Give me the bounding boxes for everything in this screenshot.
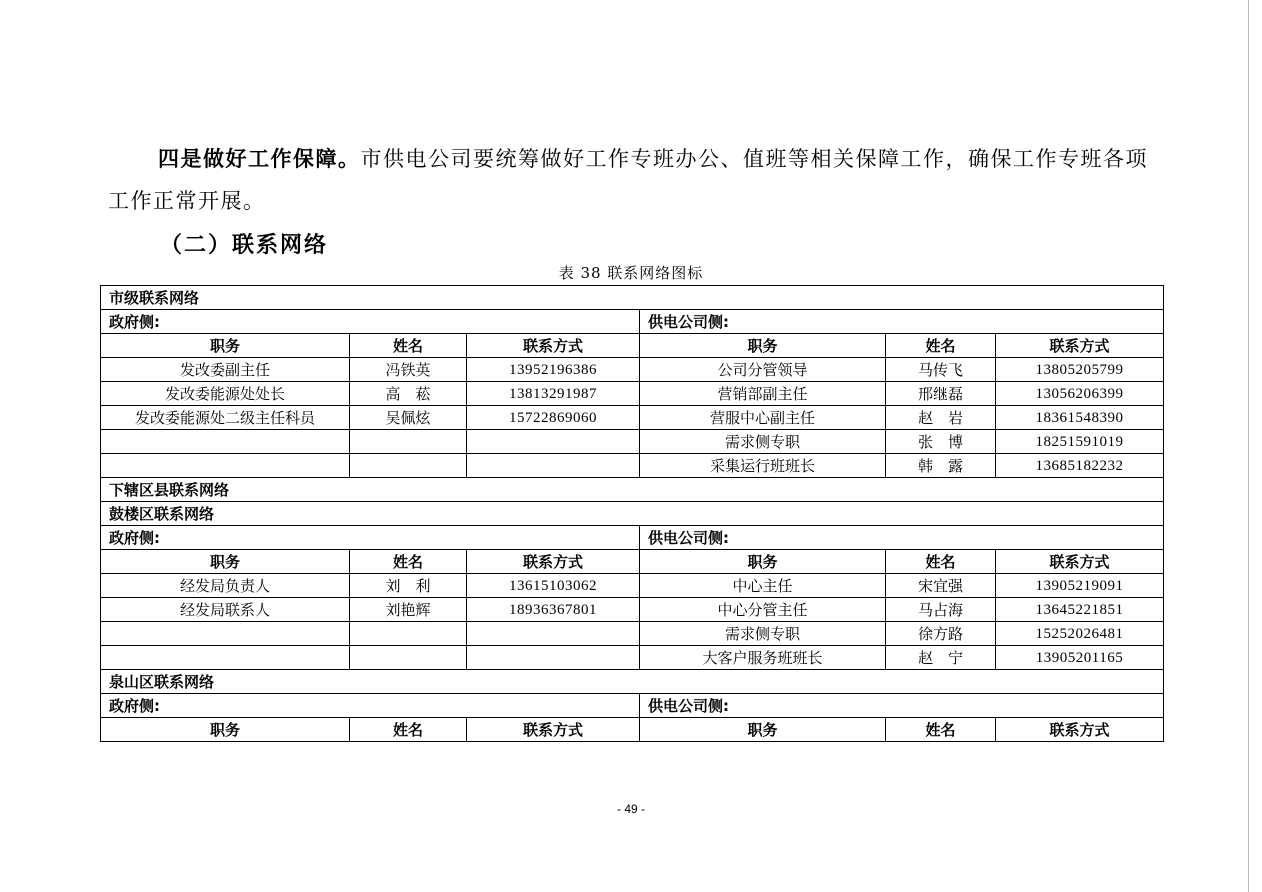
city-side-row xyxy=(101,310,1164,334)
pwr-phone-header: 联系方式 xyxy=(996,334,1164,358)
gov-title-header: 职务 xyxy=(101,550,350,574)
pwr-title-cell: 中心分管主任 xyxy=(640,598,886,622)
table-body xyxy=(101,286,1164,742)
gov-side-label: 政府侧: xyxy=(101,694,640,718)
table-row xyxy=(101,622,1164,646)
quanshan-header-row xyxy=(101,718,1164,742)
pwr-phone-cell: 18361548390 xyxy=(996,406,1164,430)
pwr-title-cell: 中心主任 xyxy=(640,574,886,598)
gov-phone-header: 联系方式 xyxy=(467,550,640,574)
gov-phone-cell: 13615103062 xyxy=(467,574,640,598)
gulou-section xyxy=(101,502,1164,526)
table-row xyxy=(101,574,1164,598)
page-number: - 49 - xyxy=(616,802,645,816)
county-section-label: 下辖区县联系网络 xyxy=(101,478,1164,502)
pwr-title-header: 职务 xyxy=(640,718,886,742)
section-heading: （二）联系网络 xyxy=(160,233,329,258)
gov-title-cell xyxy=(101,646,350,670)
pwr-name-cell: 赵 岩 xyxy=(886,406,996,430)
gov-name-header: 姓名 xyxy=(350,550,467,574)
pwr-name-cell: 张 博 xyxy=(886,430,996,454)
pwr-title-cell: 需求侧专职 xyxy=(640,622,886,646)
pwr-name-cell: 邢继磊 xyxy=(886,382,996,406)
pwr-title-header: 职务 xyxy=(640,550,886,574)
gov-side-label: 政府侧: xyxy=(101,310,640,334)
gov-title-cell xyxy=(101,622,350,646)
pwr-name-header: 姓名 xyxy=(886,550,996,574)
table-row xyxy=(101,406,1164,430)
table-row xyxy=(101,646,1164,670)
table-row xyxy=(101,382,1164,406)
gov-name-cell xyxy=(350,646,467,670)
pwr-phone-header: 联系方式 xyxy=(996,718,1164,742)
pwr-name-header: 姓名 xyxy=(886,334,996,358)
power-side-label: 供电公司侧: xyxy=(640,526,1164,550)
pwr-title-cell: 营服中心副主任 xyxy=(640,406,886,430)
gov-phone-cell xyxy=(467,646,640,670)
gov-title-cell: 经发局负责人 xyxy=(101,574,350,598)
city-section xyxy=(101,286,1164,310)
pwr-name-cell: 马占海 xyxy=(886,598,996,622)
pwr-phone-header: 联系方式 xyxy=(996,550,1164,574)
pwr-name-cell: 赵 宁 xyxy=(886,646,996,670)
pwr-name-cell: 徐方路 xyxy=(886,622,996,646)
gov-title-cell: 发改委副主任 xyxy=(101,358,350,382)
paragraph-lead-bold: 四是做好工作保障。 xyxy=(158,147,361,171)
power-side-label: 供电公司侧: xyxy=(640,310,1164,334)
quanshan-section-label: 泉山区联系网络 xyxy=(101,670,1164,694)
county-section xyxy=(101,478,1164,502)
gov-title-cell: 经发局联系人 xyxy=(101,598,350,622)
gov-name-cell xyxy=(350,622,467,646)
pwr-phone-cell: 13056206399 xyxy=(996,382,1164,406)
pwr-title-cell: 营销部副主任 xyxy=(640,382,886,406)
table-row xyxy=(101,430,1164,454)
gov-title-cell: 发改委能源处二级主任科员 xyxy=(101,406,350,430)
table-row xyxy=(101,454,1164,478)
gov-phone-cell: 13952196386 xyxy=(467,358,640,382)
gov-phone-header: 联系方式 xyxy=(467,718,640,742)
quanshan-section xyxy=(101,670,1164,694)
pwr-phone-cell: 13645221851 xyxy=(996,598,1164,622)
gov-phone-header: 联系方式 xyxy=(467,334,640,358)
pwr-title-cell: 采集运行班班长 xyxy=(640,454,886,478)
gulou-section-label: 鼓楼区联系网络 xyxy=(101,502,1164,526)
pwr-title-cell: 公司分管领导 xyxy=(640,358,886,382)
gov-name-cell: 高 菘 xyxy=(350,382,467,406)
pwr-name-header: 姓名 xyxy=(886,718,996,742)
pwr-title-cell: 大客户服务班班长 xyxy=(640,646,886,670)
quanshan-side-row xyxy=(101,694,1164,718)
gov-phone-cell xyxy=(467,430,640,454)
pwr-title-header: 职务 xyxy=(640,334,886,358)
gov-name-cell xyxy=(350,430,467,454)
table-row xyxy=(101,358,1164,382)
gov-phone-cell: 18936367801 xyxy=(467,598,640,622)
gov-phone-cell xyxy=(467,622,640,646)
pwr-phone-cell: 13685182232 xyxy=(996,454,1164,478)
pwr-phone-cell: 13905219091 xyxy=(996,574,1164,598)
pwr-phone-cell: 15252026481 xyxy=(996,622,1164,646)
pwr-name-cell: 韩 露 xyxy=(886,454,996,478)
gov-phone-cell: 13813291987 xyxy=(467,382,640,406)
gov-phone-cell xyxy=(467,454,640,478)
gov-name-cell xyxy=(350,454,467,478)
city-header-row xyxy=(101,334,1164,358)
gov-title-cell xyxy=(101,430,350,454)
gov-name-cell: 冯铁英 xyxy=(350,358,467,382)
gulou-header-row xyxy=(101,550,1164,574)
pwr-name-cell: 马传飞 xyxy=(886,358,996,382)
gov-name-cell: 刘艳辉 xyxy=(350,598,467,622)
pwr-phone-cell: 18251591019 xyxy=(996,430,1164,454)
gulou-side-row xyxy=(101,526,1164,550)
table-row xyxy=(101,598,1164,622)
gov-name-header: 姓名 xyxy=(350,334,467,358)
power-side-label: 供电公司侧: xyxy=(640,694,1164,718)
paragraph-text: 市供电公司要统筹做好工作专班办公、值班等相关保障工作，确保工作专班各项工作正常开展。 xyxy=(108,147,1148,213)
gov-title-header: 职务 xyxy=(101,718,350,742)
page-edge-line xyxy=(1248,0,1249,892)
gov-phone-cell: 15722869060 xyxy=(467,406,640,430)
body-paragraph xyxy=(108,138,1168,222)
table-caption: 表 38 联系网络图标 xyxy=(558,264,704,282)
pwr-phone-cell: 13805205799 xyxy=(996,358,1164,382)
gov-side-label: 政府侧: xyxy=(101,526,640,550)
gov-title-header: 职务 xyxy=(101,334,350,358)
pwr-name-cell: 宋宜强 xyxy=(886,574,996,598)
gov-name-cell: 吴佩炫 xyxy=(350,406,467,430)
gov-title-cell xyxy=(101,454,350,478)
pwr-phone-cell: 13905201165 xyxy=(996,646,1164,670)
pwr-title-cell: 需求侧专职 xyxy=(640,430,886,454)
city-section-label: 市级联系网络 xyxy=(101,286,1164,310)
contact-network-table xyxy=(100,285,1164,742)
gov-name-cell: 刘 利 xyxy=(350,574,467,598)
gov-title-cell: 发改委能源处处长 xyxy=(101,382,350,406)
gov-name-header: 姓名 xyxy=(350,718,467,742)
